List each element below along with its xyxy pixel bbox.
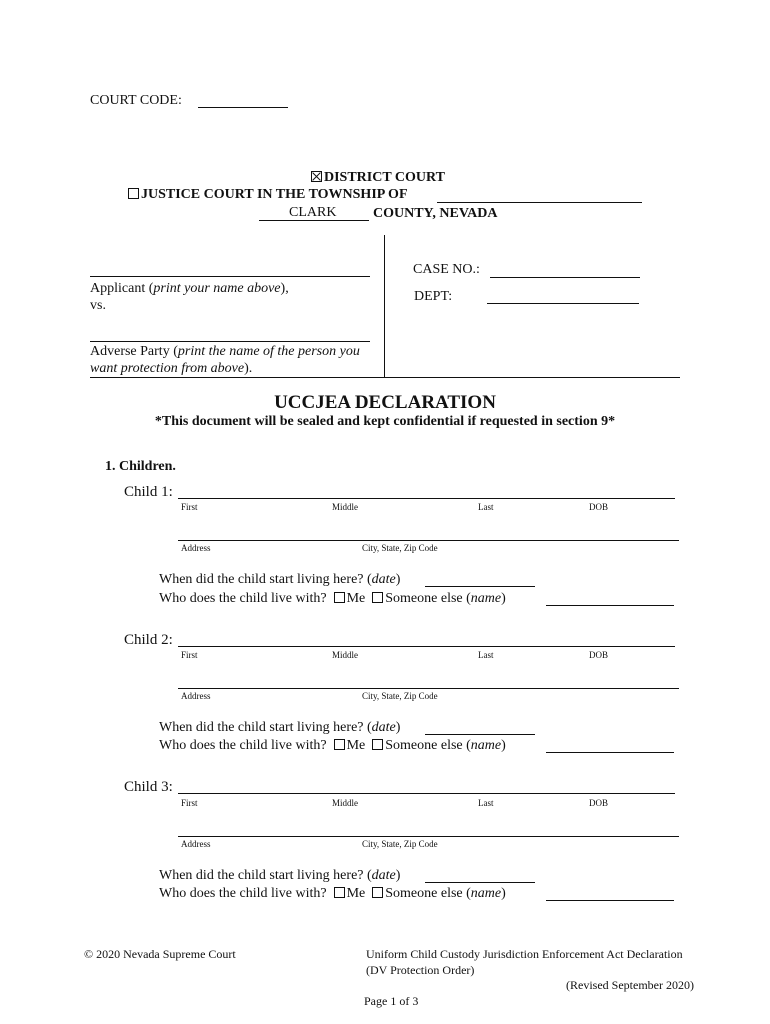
vs-label: vs. — [90, 298, 106, 313]
child-3-dob-sublabel: DOB — [589, 798, 609, 808]
child-1-start-date-field[interactable] — [425, 586, 535, 587]
child-2-live-question: Who does the child live with? Me Someone else (name) — [159, 738, 506, 753]
footer-form-sub: (DV Protection Order) — [366, 963, 475, 977]
district-court-option — [311, 170, 445, 186]
dept-field[interactable] — [487, 303, 639, 304]
adverse-party-label: Adverse Party (print the name of the person you — [90, 344, 360, 359]
child-2-me-checkbox[interactable] — [334, 739, 345, 750]
child-2-dob-sublabel: DOB — [589, 650, 609, 660]
county-suffix: COUNTY, NEVADA — [373, 206, 498, 221]
court-code-label: COURT CODE: — [90, 93, 182, 108]
child-3-someone-else-checkbox[interactable] — [372, 887, 383, 898]
justice-court-option — [128, 187, 408, 203]
county-value[interactable]: CLARK — [289, 205, 337, 220]
page-number: Page 1 of 3 — [364, 994, 419, 1008]
child-1-address-sublabel: Address — [181, 543, 211, 553]
case-no-label: CASE NO.: — [413, 262, 480, 277]
court-code-field[interactable] — [198, 107, 288, 108]
caption-divider — [384, 235, 385, 377]
child-1-address-field[interactable] — [178, 540, 679, 541]
child-2-name-field[interactable] — [178, 646, 675, 647]
child-1-city-sublabel: City, State, Zip Code — [362, 543, 438, 553]
child-1-last-sublabel: Last — [478, 502, 494, 512]
child-1-label: Child 1: — [124, 484, 173, 500]
child-3-address-sublabel: Address — [181, 839, 211, 849]
district-court-label: DISTRICT COURT — [324, 170, 446, 185]
child-3-city-sublabel: City, State, Zip Code — [362, 839, 438, 849]
child-3-middle-sublabel: Middle — [332, 798, 358, 808]
adverse-party-label-cont: want protection from above). — [90, 361, 253, 376]
page-title: UCCJEA DECLARATION — [274, 392, 496, 413]
child-3-label: Child 3: — [124, 779, 173, 795]
adverse-party-name-field[interactable] — [90, 341, 370, 342]
child-1-start-question: When did the child start living here? (date) — [159, 572, 401, 587]
caption-bottom-rule — [90, 377, 680, 378]
child-2-start-date-field[interactable] — [425, 734, 535, 735]
child-2-address-field[interactable] — [178, 688, 679, 689]
confidential-notice: *This document will be sealed and kept confidential if requested in section 9* — [154, 414, 616, 429]
applicant-name-field[interactable] — [90, 276, 370, 277]
section-1-heading: 1. Children. — [105, 459, 176, 474]
child-2-last-sublabel: Last — [478, 650, 494, 660]
child-1-first-sublabel: First — [181, 502, 198, 512]
footer-form-title: Uniform Child Custody Jurisdiction Enforcement Act Declaration — [366, 947, 683, 961]
child-2-label: Child 2: — [124, 632, 173, 648]
footer-copyright: © 2020 Nevada Supreme Court — [84, 947, 236, 961]
county-field-line — [259, 220, 369, 221]
district-court-checkbox[interactable] — [311, 171, 322, 182]
justice-court-label: JUSTICE COURT IN THE TOWNSHIP OF — [141, 187, 408, 202]
child-1-dob-sublabel: DOB — [589, 502, 609, 512]
child-2-someone-else-name-field[interactable] — [546, 752, 674, 753]
child-3-address-field[interactable] — [178, 836, 679, 837]
township-field[interactable] — [437, 202, 642, 203]
child-2-first-sublabel: First — [181, 650, 198, 660]
footer-revised: (Revised September 2020) — [566, 978, 694, 992]
child-3-start-question: When did the child start living here? (date) — [159, 868, 401, 883]
child-3-start-date-field[interactable] — [425, 882, 535, 883]
justice-court-checkbox[interactable] — [128, 188, 139, 199]
child-3-live-question: Who does the child live with? Me Someone else (name) — [159, 886, 506, 901]
child-2-start-question: When did the child start living here? (date) — [159, 720, 401, 735]
child-2-someone-else-checkbox[interactable] — [372, 739, 383, 750]
child-1-someone-else-name-field[interactable] — [546, 605, 674, 606]
dept-label: DEPT: — [414, 289, 453, 304]
child-1-someone-else-checkbox[interactable] — [372, 592, 383, 603]
child-1-name-field[interactable] — [178, 498, 675, 499]
child-2-address-sublabel: Address — [181, 691, 211, 701]
child-2-middle-sublabel: Middle — [332, 650, 358, 660]
child-3-name-field[interactable] — [178, 793, 675, 794]
applicant-label: Applicant (print your name above), — [90, 281, 289, 296]
child-3-someone-else-name-field[interactable] — [546, 900, 674, 901]
child-1-middle-sublabel: Middle — [332, 502, 358, 512]
child-2-city-sublabel: City, State, Zip Code — [362, 691, 438, 701]
case-no-field[interactable] — [490, 277, 640, 278]
child-3-first-sublabel: First — [181, 798, 198, 808]
child-1-me-checkbox[interactable] — [334, 592, 345, 603]
child-3-me-checkbox[interactable] — [334, 887, 345, 898]
child-3-last-sublabel: Last — [478, 798, 494, 808]
child-1-live-question: Who does the child live with? Me Someone else (name) — [159, 591, 506, 606]
